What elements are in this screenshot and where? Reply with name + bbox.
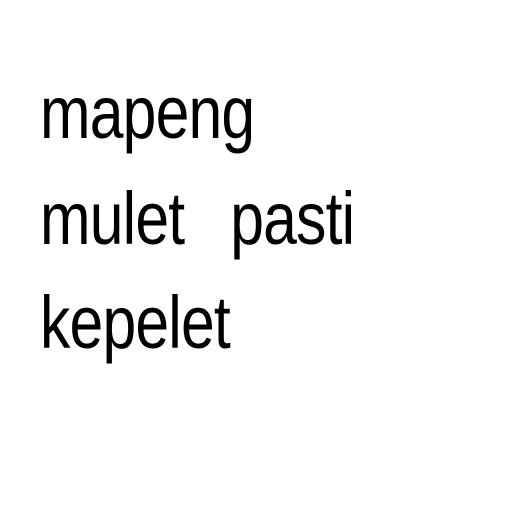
word-mapeng: mapeng [40, 71, 255, 154]
word-pasti: pasti [230, 177, 355, 260]
word-kepelet: kepelet [40, 281, 230, 364]
text-line-1 [40, 71, 255, 154]
text-line-2 [40, 177, 355, 260]
text-line-3 [40, 281, 230, 364]
word-mulet: mulet [40, 177, 185, 260]
